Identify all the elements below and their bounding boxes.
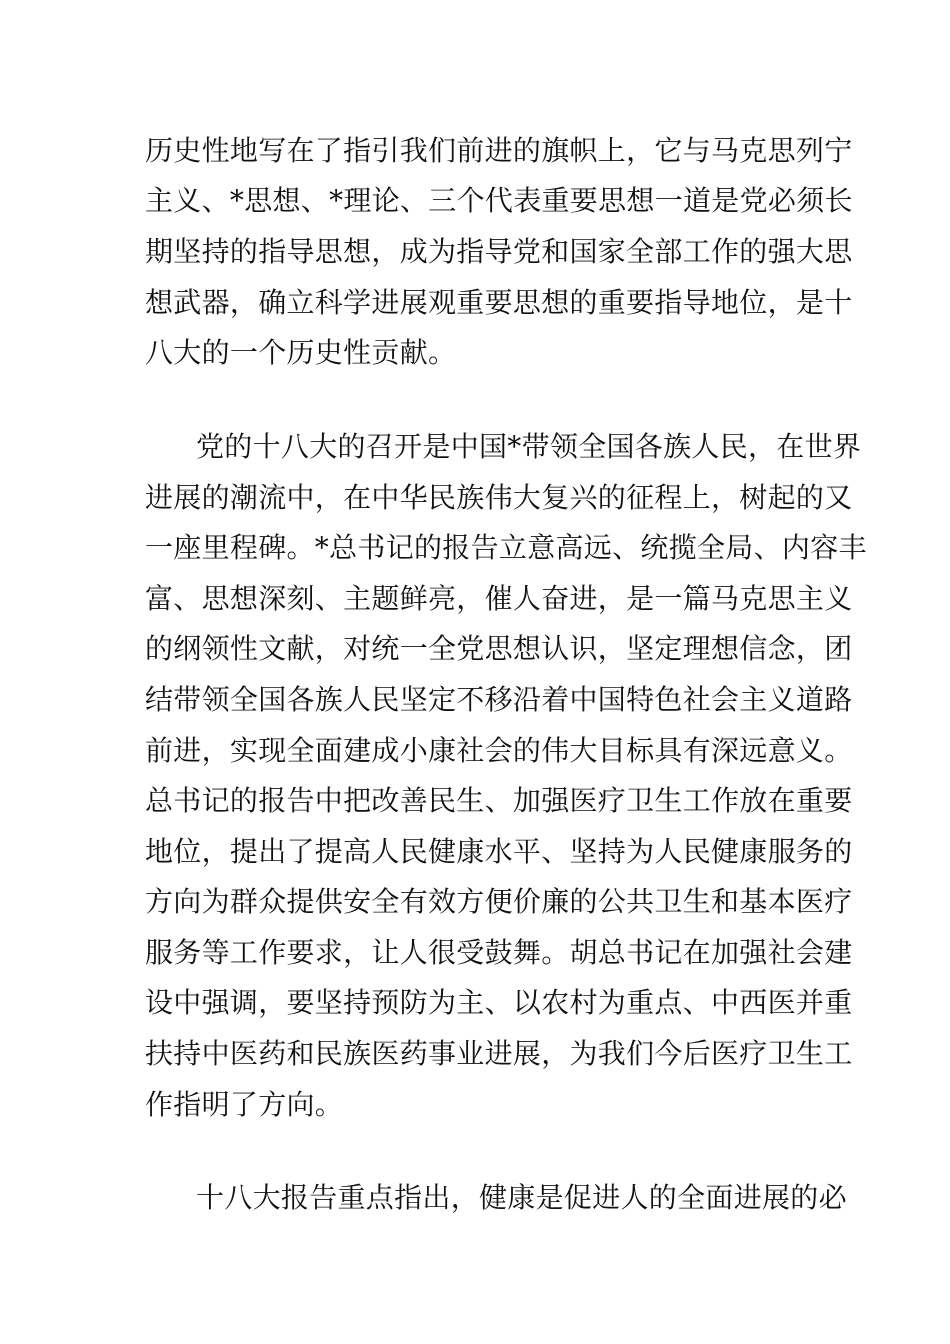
paragraph-line: 扶持中医药和民族医药事业进展，为我们今后医疗卫生工 [145,1037,853,1070]
paragraph-line: 党的十八大的召开是中国*带领全国各族人民，在世界 [196,430,862,463]
paragraph-line: 的纲领性文献，对统一全党思想认识，坚定理想信念，团 [145,632,853,665]
paragraph-line: 十八大报告重点指出，健康是促进人的全面进展的必 [196,1181,847,1214]
paragraph-line: 一座里程碑。*总书记的报告立意高远、统揽全局、内容丰 [145,531,867,564]
paragraph-line: 历史性地写在了指引我们前进的旗帜上，它与马克思列宁 [145,134,853,167]
paragraph-line: 地位，提出了提高人民健康水平、坚持为人民健康服务的 [145,835,853,868]
paragraph-line: 服务等工作要求，让人很受鼓舞。胡总书记在加强社会建 [145,936,853,969]
paragraph-line: 总书记的报告中把改善民生、加强医疗卫生工作放在重要 [145,784,853,817]
paragraph-line: 主义、*思想、*理论、三个代表重要思想一道是党必须长 [145,184,853,217]
paragraph-line: 前进，实现全面建成小康社会的伟大目标具有深远意义。 [145,734,853,767]
paragraph-line: 富、思想深刻、主题鲜亮，催人奋进，是一篇马克思主义 [145,582,853,615]
paragraph-line: 设中强调，要坚持预防为主、以农村为重点、中西医并重 [145,986,853,1019]
paragraph-line: 八大的一个历史性贡献。 [145,336,457,369]
paragraph-line: 期坚持的指导思想，成为指导党和国家全部工作的强大思 [145,235,853,268]
paragraph-line: 进展的潮流中，在中华民族伟大复兴的征程上，树起的又 [145,481,853,514]
paragraph-line: 结带领全国各族人民坚定不移沿着中国特色社会主义道路 [145,683,853,716]
paragraph-line: 想武器，确立科学进展观重要思想的重要指导地位，是十 [145,286,853,319]
paragraph-line: 方向为群众提供安全有效方便价廉的公共卫生和基本医疗 [145,885,853,918]
paragraph-line: 作指明了方向。 [145,1088,344,1121]
